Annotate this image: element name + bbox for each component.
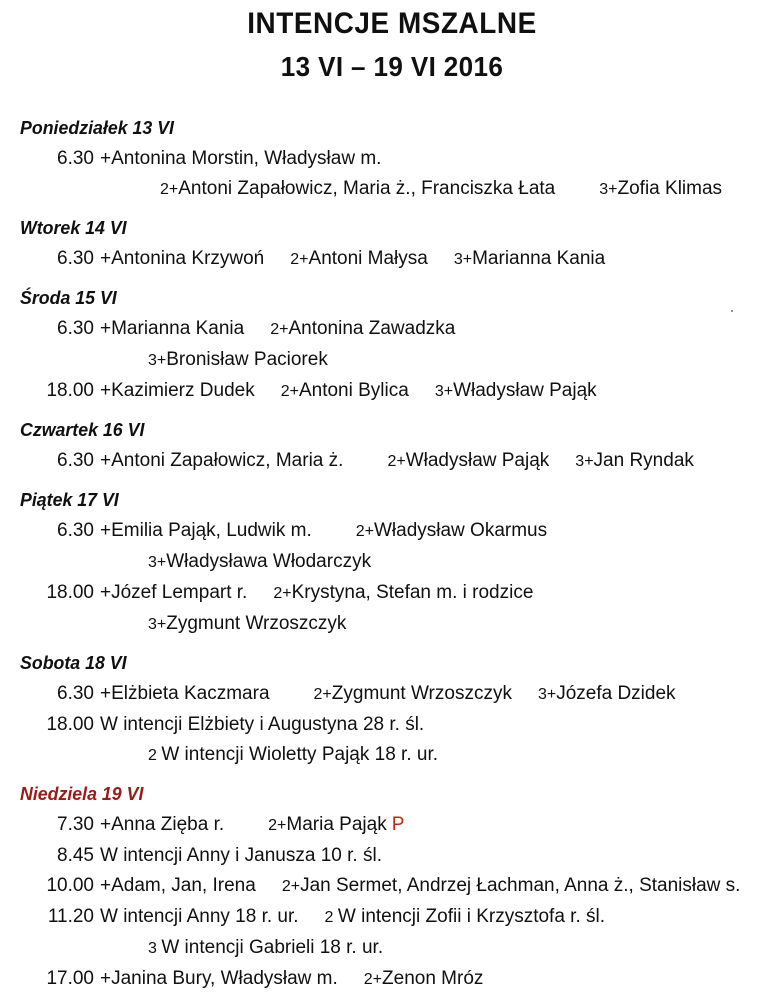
mass-intentions [100, 345, 328, 376]
intention-marker: 2 [324, 909, 338, 926]
intention-item [299, 902, 605, 933]
intention-item [549, 446, 694, 477]
day-heading: Poniedziałek 13 VI [20, 117, 174, 138]
mass-intentions [100, 933, 383, 964]
intention-item [148, 345, 328, 376]
day-section [20, 407, 784, 477]
mass-intentions [100, 902, 605, 933]
mass-entry-row [20, 174, 784, 205]
intention-item [100, 710, 424, 740]
mass-entry-row [20, 740, 784, 771]
intention-marker: + [100, 683, 112, 704]
intention-marker: 2+ [290, 251, 309, 268]
intention-text: Elżbieta Kaczmara [111, 683, 270, 704]
intention-text: Władysław Okarmus [373, 520, 548, 541]
intention-marker: 2 [148, 747, 162, 764]
mass-intentions [100, 810, 404, 841]
mass-time: 6.30 [57, 683, 94, 704]
intention-marker: 2+ [387, 453, 406, 470]
intention-text: W intencji Elżbiety i Augustyna 28 r. śl. [100, 714, 425, 735]
mass-intentions [100, 244, 605, 275]
intention-item [100, 314, 244, 344]
intention-text: Antonina Morstin, Władysław m. [111, 148, 382, 169]
mass-intentions [100, 547, 371, 578]
intention-item [255, 376, 409, 407]
intention-item [270, 679, 512, 710]
day-heading: Wtorek 14 VI [20, 217, 127, 238]
intention-text: Antonina Krzywoń [111, 248, 265, 269]
intention-text: Zenon Mróz [382, 968, 484, 989]
intention-marker: + [100, 450, 112, 471]
intention-text: W intencji Anny i Janusza 10 r. śl. [100, 845, 382, 866]
mass-entry-row [20, 376, 784, 407]
intention-item [160, 174, 555, 205]
day-heading: Niedziela 19 VI [20, 783, 144, 804]
intention-marker: 2+ [160, 181, 179, 198]
mass-entry-row [20, 516, 784, 547]
intention-text: W intencji Wioletty Pająk 18 r. ur. [161, 744, 439, 765]
day-section [20, 771, 784, 995]
intention-text: Maria Pająk [286, 814, 387, 835]
intention-item [100, 902, 299, 932]
intention-item [100, 516, 312, 546]
schedule-list [0, 87, 784, 995]
mass-time: 8.45 [57, 845, 94, 866]
intention-text: Władysława Włodarczyk [166, 551, 372, 572]
intention-item [512, 679, 676, 710]
day-section [20, 477, 784, 640]
intention-item [100, 446, 343, 476]
intention-text: Antoni Zapałowicz, Maria ż. [111, 450, 344, 471]
mass-entry-row [20, 841, 784, 871]
intention-item [224, 810, 404, 841]
mass-intentions [100, 174, 722, 205]
mass-time: 6.30 [57, 450, 94, 471]
intention-marker: 3+ [575, 453, 594, 470]
mass-time: 6.30 [57, 520, 94, 541]
intention-item [100, 841, 382, 871]
mass-intentions [100, 314, 455, 345]
intention-text: Zygmunt Wrzoszczyk [166, 613, 347, 634]
intention-item [247, 578, 533, 609]
mass-entry-row [20, 244, 784, 275]
intention-marker: 3+ [148, 616, 167, 633]
mass-time: 6.30 [57, 318, 94, 339]
mass-intentions [100, 144, 381, 174]
mass-intentions [100, 609, 346, 640]
intention-item [256, 871, 741, 902]
intention-marker: 3+ [453, 251, 473, 268]
mass-time: 6.30 [57, 248, 94, 269]
mass-time: 10.00 [46, 875, 94, 896]
mass-time: 18.00 [46, 582, 94, 603]
day-heading: Czwartek 16 VI [20, 419, 145, 440]
intention-text: Zygmunt Wrzoszczyk [331, 683, 512, 704]
intention-marker: + [100, 968, 112, 989]
intention-item [100, 810, 224, 840]
mass-entry-row [20, 345, 784, 376]
intention-marker: 3+ [434, 383, 454, 400]
intention-text: Antoni Zapałowicz, Maria ż., Franciszka Łata [178, 178, 556, 199]
mass-intentions [100, 679, 676, 710]
mass-intentions [100, 516, 547, 547]
mass-entry-row [20, 710, 784, 740]
intention-marker: 2+ [355, 523, 374, 540]
mass-intentions [100, 578, 533, 609]
intention-item [100, 244, 264, 274]
intention-item [100, 871, 256, 901]
intention-item [312, 516, 547, 547]
intention-text: Antonina Zawadzka [288, 318, 456, 339]
intention-item [555, 174, 722, 205]
mass-time: 7.30 [57, 814, 94, 835]
intention-marker: 3+ [537, 686, 557, 703]
intention-marker: 3 [148, 940, 162, 957]
intention-text: Kazimierz Dudek [111, 380, 255, 401]
intention-marker: 2+ [268, 817, 287, 834]
page-title: INTENCJE MSZALNE [247, 7, 537, 40]
intention-item [338, 964, 484, 995]
intention-text: W intencji Zofii i Krzysztofa r. śl. [337, 906, 606, 927]
intention-marker: 2+ [273, 585, 292, 602]
mass-intentions [100, 740, 438, 771]
intention-text: Jan Sermet, Andrzej Łachman, Anna ż., Stanisław s. [300, 875, 741, 896]
intention-text: W intencji Anny 18 r. ur. [100, 906, 299, 927]
intention-marker: + [100, 814, 112, 835]
mass-intentions [100, 871, 740, 902]
mass-entry-row [20, 964, 784, 995]
intention-text: Marianna Kania [472, 248, 606, 269]
intention-text: Anna Zięba r. [111, 814, 225, 835]
intention-item [100, 144, 381, 174]
intention-text: W intencji Gabrieli 18 r. ur. [161, 937, 384, 958]
intention-item [264, 244, 428, 275]
mass-entry-row [20, 547, 784, 578]
intention-text: Józefa Dzidek [556, 683, 676, 704]
intention-item [409, 376, 597, 407]
mass-intentions [100, 841, 382, 871]
intention-marker: 2+ [280, 383, 299, 400]
intention-marker: 2+ [270, 321, 289, 338]
intention-text: Władysław Pająk [405, 450, 550, 471]
day-heading: Sobota 18 VI [20, 652, 127, 673]
mass-intentions [100, 964, 483, 995]
intention-marker: 2+ [363, 971, 383, 988]
intention-item [343, 446, 549, 477]
intention-marker: 3+ [148, 554, 167, 571]
mass-entry-row [20, 578, 784, 609]
intention-item [100, 679, 270, 709]
day-heading: Środa 15 VI [20, 287, 117, 308]
mass-intentions [100, 446, 694, 477]
intention-text: Janina Bury, Władysław m. [111, 968, 338, 989]
intention-item [100, 578, 247, 608]
mass-entry-row [20, 933, 784, 964]
mass-time: 11.20 [47, 906, 94, 927]
mass-entry-row [20, 871, 784, 902]
intention-text: Antoni Bylica [298, 380, 409, 401]
intention-red-mark: P [391, 814, 405, 835]
mass-time: 6.30 [57, 148, 94, 169]
intention-text: Antoni Małysa [308, 248, 428, 269]
day-section [20, 275, 784, 407]
mass-time: 18.00 [46, 714, 94, 735]
day-section [20, 105, 784, 205]
date-range-subtitle: 13 VI – 19 VI 2016 [280, 51, 504, 82]
intention-text: Jan Ryndak [593, 450, 694, 471]
intention-marker: 2+ [281, 878, 301, 895]
intention-marker: 3+ [599, 181, 618, 198]
intention-marker: + [100, 148, 112, 169]
intention-marker: 2+ [313, 686, 332, 703]
mass-entry-row [20, 902, 784, 933]
intention-text: Władysław Pająk [453, 380, 597, 401]
intention-text: Józef Lempart r. [111, 582, 248, 603]
intention-marker: 3+ [148, 352, 167, 369]
intention-marker: + [100, 582, 112, 603]
intention-item [148, 547, 371, 578]
intention-text: Adam, Jan, Irena [111, 875, 256, 896]
intention-item [148, 740, 438, 771]
intention-text: Bronisław Paciorek [166, 349, 328, 370]
intention-text: Emilia Pająk, Ludwik m. [111, 520, 312, 541]
mass-entry-row [20, 679, 784, 710]
intention-item [148, 933, 383, 964]
mass-intentions [100, 376, 597, 407]
scan-speck-artifact [731, 310, 733, 312]
intention-marker: + [100, 248, 112, 269]
mass-entry-row [20, 144, 784, 174]
intention-marker: + [100, 318, 112, 339]
day-heading: Piątek 17 VI [20, 489, 119, 510]
intention-text: Krystyna, Stefan m. i rodzice [291, 582, 534, 603]
mass-time: 17.00 [46, 968, 94, 989]
intention-text: Zofia Klimas [617, 178, 723, 199]
mass-entry-row [20, 609, 784, 640]
intention-marker: + [100, 380, 112, 401]
day-section [20, 640, 784, 771]
mass-entry-row [20, 314, 784, 345]
intention-item [100, 376, 255, 406]
intention-text: Marianna Kania [111, 318, 245, 339]
title-block [0, 0, 784, 87]
intention-marker: + [100, 875, 112, 896]
mass-entry-row [20, 446, 784, 477]
mass-time: 18.00 [46, 380, 94, 401]
day-section [20, 205, 784, 275]
intention-item [428, 244, 605, 275]
intention-marker: + [100, 520, 112, 541]
intention-item [148, 609, 346, 640]
mass-entry-row [20, 810, 784, 841]
intention-item [244, 314, 455, 345]
mass-intentions [100, 710, 424, 740]
